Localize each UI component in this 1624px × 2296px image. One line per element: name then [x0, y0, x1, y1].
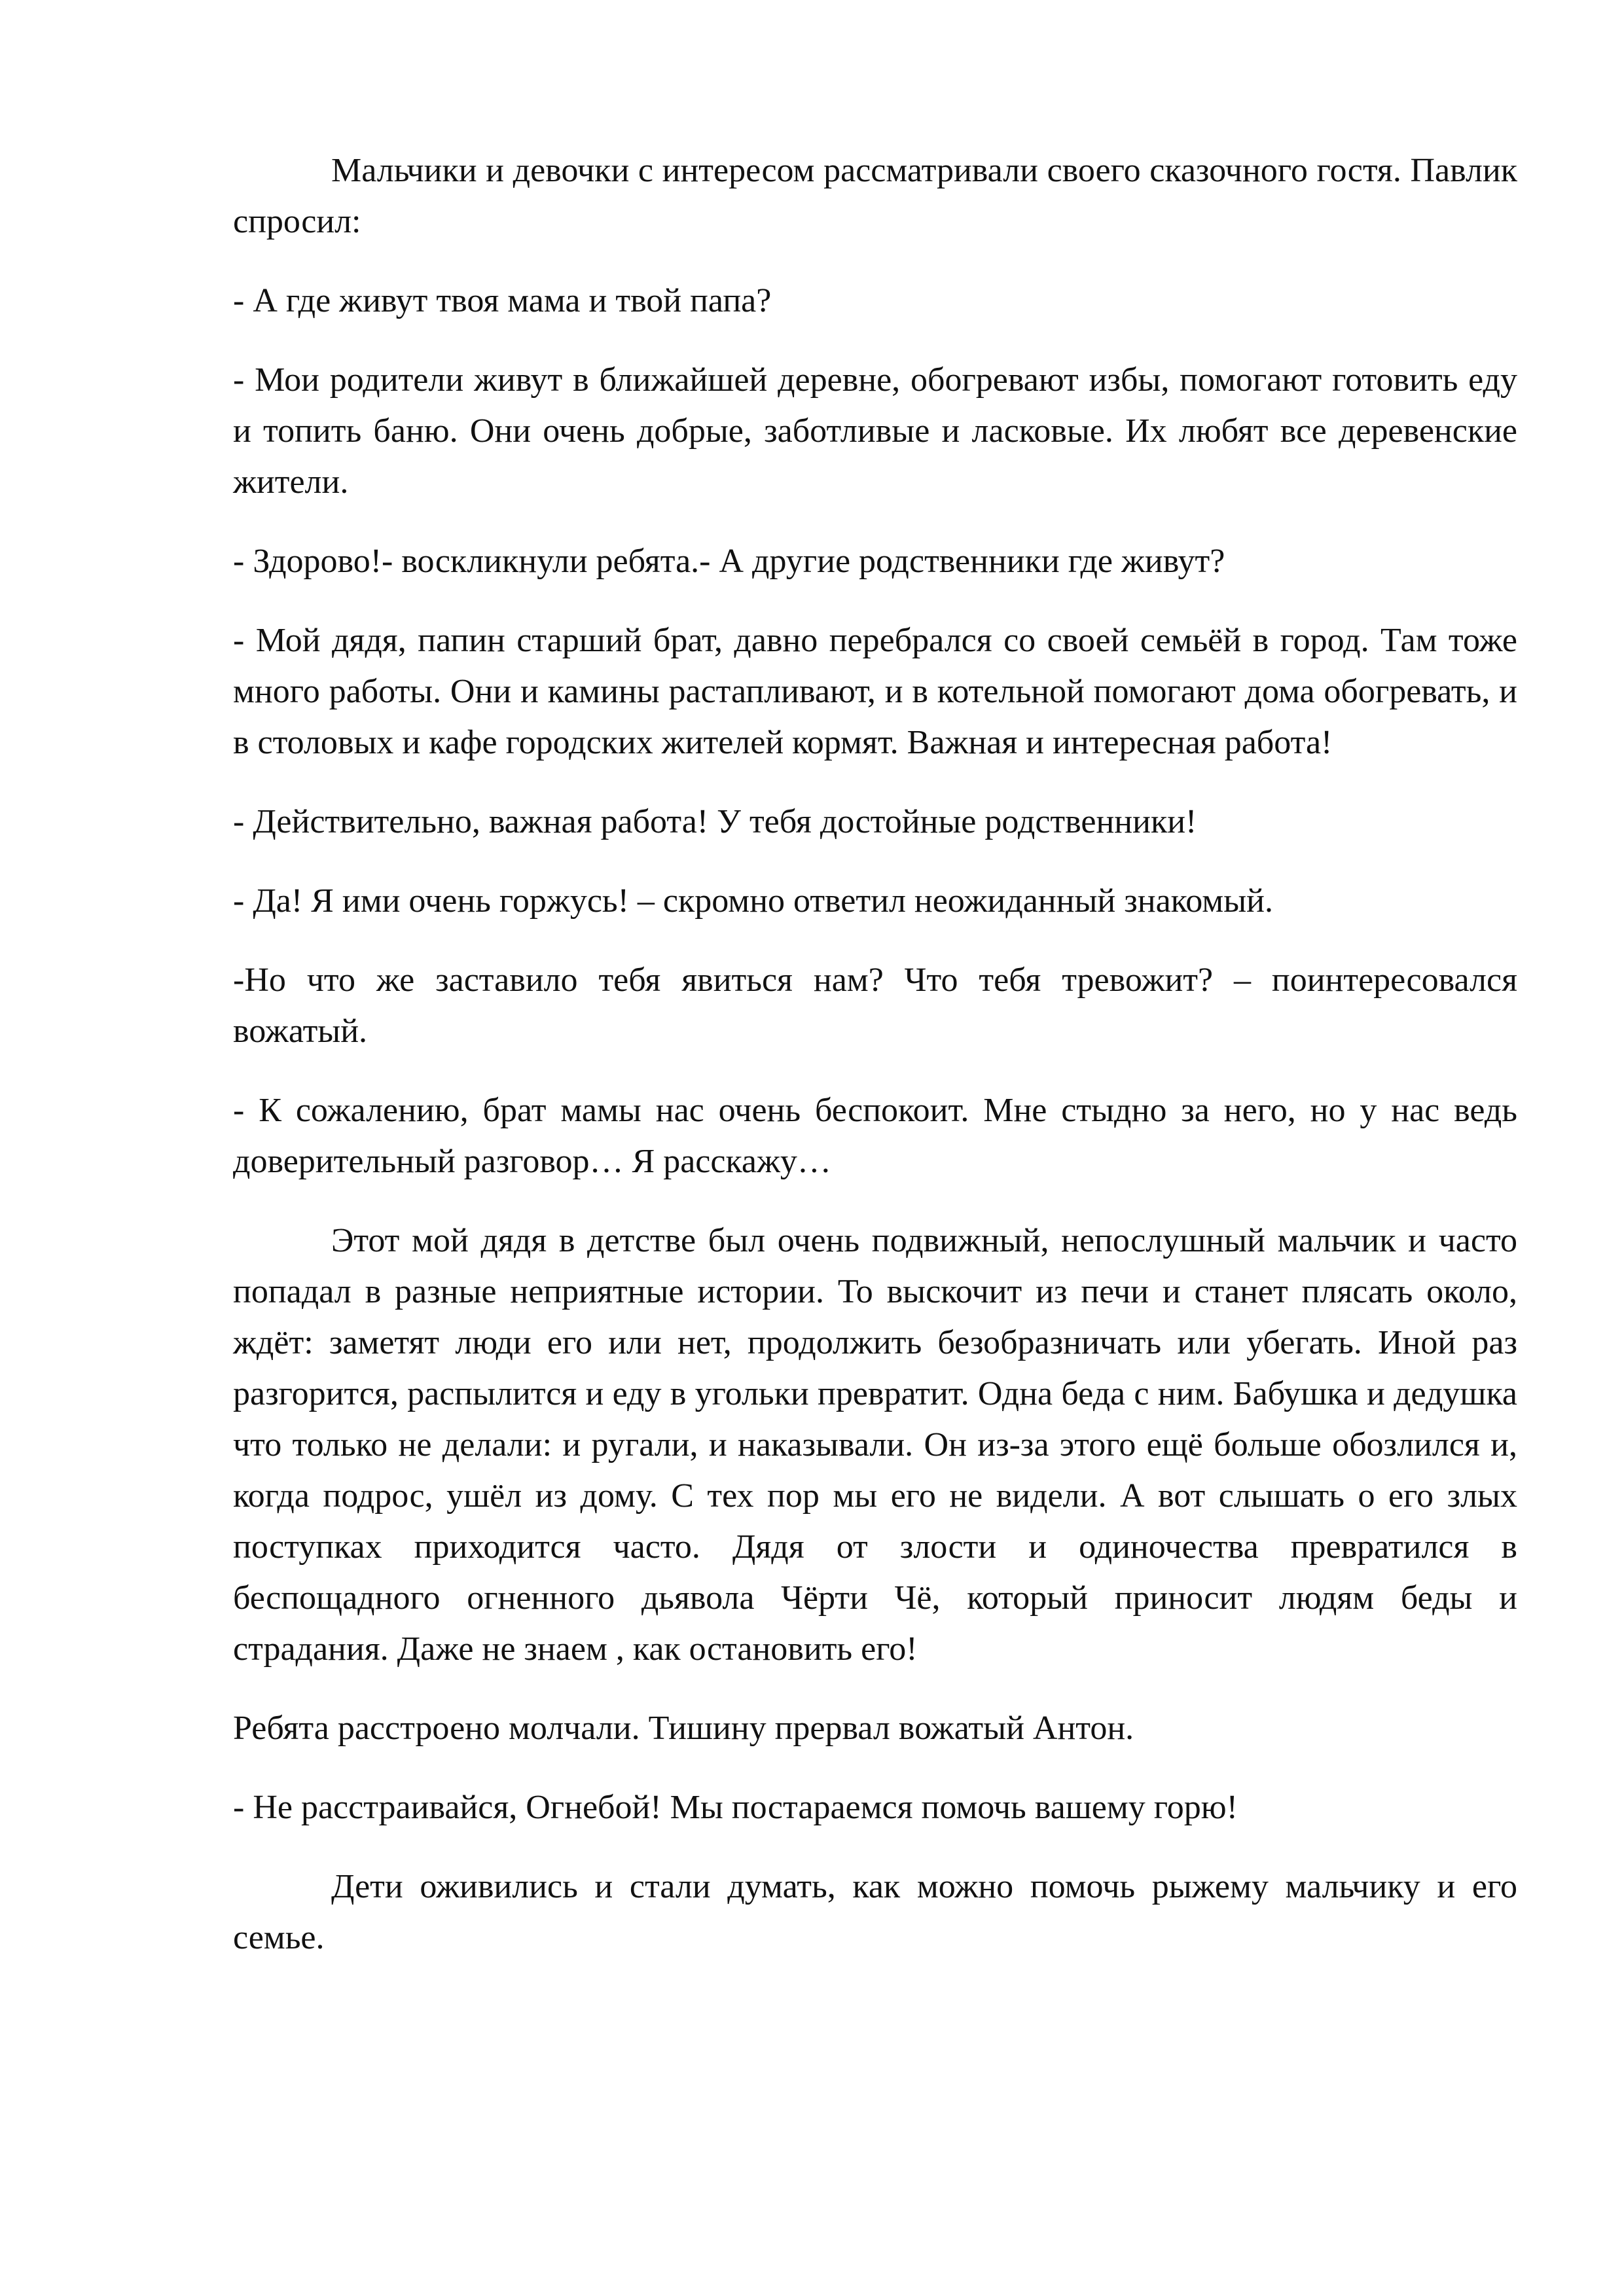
paragraph-10: Этот мой дядя в детстве был очень подвижный, непослушный мальчик и часто попадал в разные неприятные истории. То выскочит из печи и станет плясать около, ждёт: заметят люди его или нет, продолжить безобразничать или убегать. Иной раз разгорится, распылится и еду в угольки превратит. Одна беда с ним. Бабушка и дедушка что только не делали: и ругали, и наказывали. Он из-за этого ещё больше обозлился и, когда подрос, ушёл из дому. С тех пор мы его не видели. А вот слышать о его злых поступках приходится часто. Дядя от злости и одиночества превратился в беспощадного огненного дьявола Чёрти Чё, который приносит людям беды и страдания. Даже не знаем , как остановить его! — [233, 1222, 1517, 1668]
paragraph-12: - Не расстраивайся, Огнебой! Мы постараемся помочь вашему горю! — [233, 1789, 1238, 1826]
paragraph-6: - Действительно, важная работа! У тебя достойные родственники! — [233, 803, 1197, 840]
paragraph-2: - А где живут твоя мама и твой папа? — [233, 282, 772, 319]
paragraph-7: - Да! Я ими очень горжусь! – скромно ответил неожиданный знакомый. — [233, 882, 1273, 920]
paragraph-8: -Но что же заставило тебя явиться нам? Что тебя тревожит? – поинтересовался вожатый. — [233, 961, 1517, 1050]
paragraph-4: - Здорово!- воскликнули ребята.- А другие родственники где живут? — [233, 543, 1225, 580]
paragraph-13: Дети оживились и стали думать, как можно помочь рыжему мальчику и его семье. — [233, 1868, 1517, 1956]
paragraph-5: - Мой дядя, папин старший брат, давно перебрался со своей семьёй в город. Там тоже много работы. Они и камины растапливают, и в котельной помогают дома обогревать, и в столовых и кафе городских жителей кормят. Важная и интересная работа! — [233, 622, 1517, 761]
paragraph-1: Мальчики и девочки с интересом рассматривали своего сказочного гостя. Павлик спросил: — [233, 152, 1517, 240]
document-body — [233, 145, 1517, 1992]
paragraph-3: - Мои родители живут в ближайшей деревне, обогревают избы, помогают готовить еду и топить баню. Они очень добрые, заботливые и ласковые. Их любят все деревенские жители. — [233, 361, 1517, 501]
paragraph-11: Ребята расстроено молчали. Тишину прервал вожатый Антон. — [233, 1710, 1134, 1747]
paragraph-9: - К сожалению, брат мамы нас очень беспокоит. Мне стыдно за него, но у нас ведь доверительный разговор… Я расскажу… — [233, 1092, 1517, 1180]
